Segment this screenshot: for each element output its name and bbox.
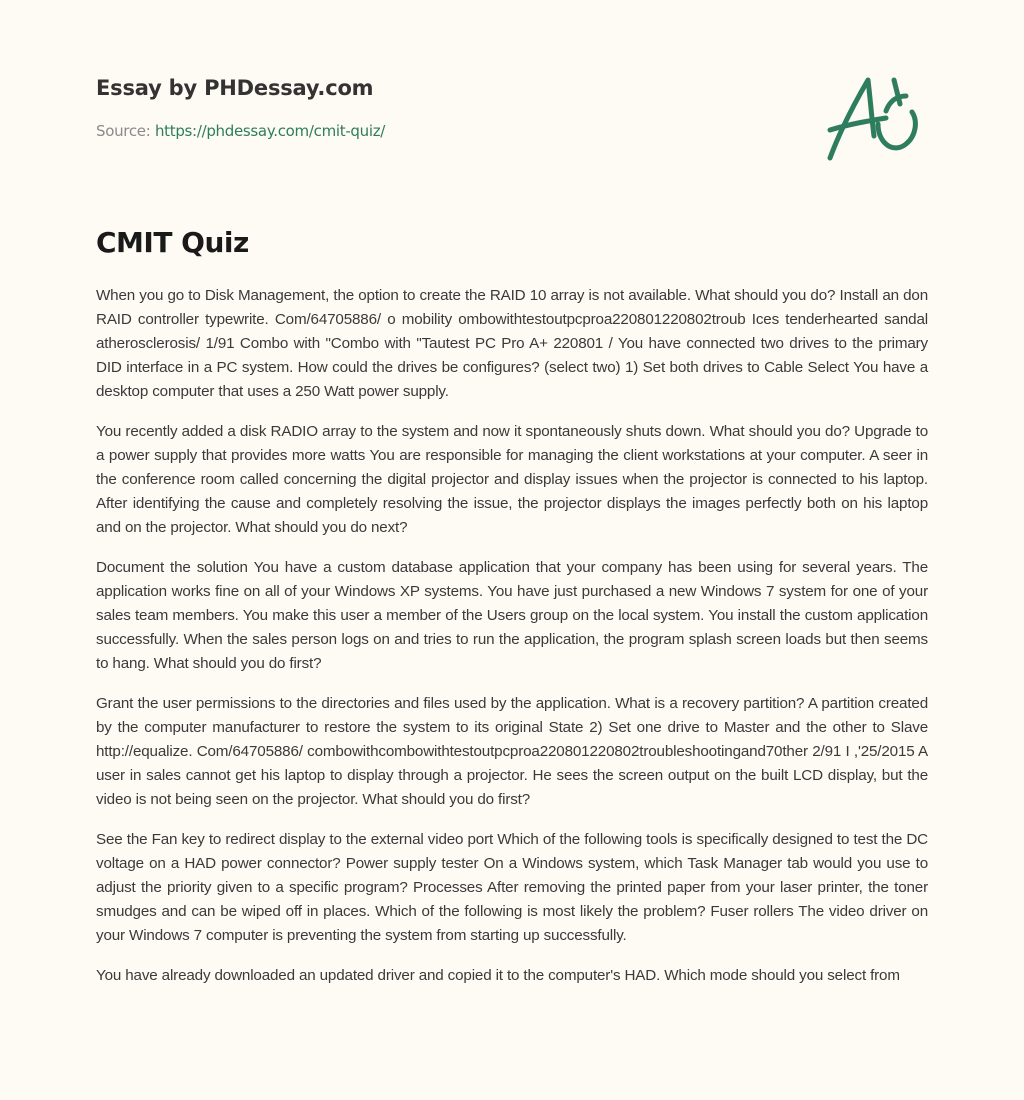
page-header [96, 76, 928, 140]
source-label: Source: [96, 122, 151, 140]
essay-body [96, 284, 928, 1004]
paragraph: Document the solution You have a custom database application that your company has been using for several years. The application works fine on all of your Windows XP systems. You have just purchased a new Windows 7 system for one of your sales team members. You make this user a member of the Users group on the local system. You install the custom application successfully. When the sales person logs on and tries to run the application, the program splash screen loads but then seems to hang. What should you do first? [96, 559, 928, 672]
source-line [96, 122, 928, 140]
paragraph: You have already downloaded an updated driver and copied it to the computer's HAD. Which mode should you select from [96, 967, 900, 984]
document-title: CMIT Quiz [96, 226, 249, 259]
site-title: Essay by PHDessay.com [96, 76, 374, 100]
paragraph: You recently added a disk RADIO array to the system and now it spontaneously shuts down. What should you do? Upgrade to a power supply that provides more watts You are responsible for managing the client workstations at your computer. A seer in the conference room called concerning the digital projector and display issues when the projector is connected to his laptop. After identifying the cause and completely resolving the issue, the projector displays the images perfectly both on his laptop and on the projector. What should you do next? [96, 423, 928, 536]
a-plus-grade-icon [820, 66, 930, 166]
paragraph: See the Fan key to redirect display to the external video port Which of the following tools is specifically designed to test the DC voltage on a HAD power connector? Power supply tester On a Windows system, which Task Manager tab would you use to adjust the priority given to a specific program? Processes After removing the printed paper from your laser printer, the toner smudges and can be wiped off in places. Which of the following is most likely the problem? Fuser rollers The video driver on your Windows 7 computer is preventing the system from starting up successfully. [96, 831, 928, 944]
paragraph: Grant the user permissions to the directories and files used by the application. What is a recovery partition? A partition created by the computer manufacturer to restore the system to its original State 2) Set one drive to Master and the other to Slave http://equalize. Com/64705886/ combowithcombowithtestoutpcproa220801220802troubleshootingand70ther 2/91 I ,'25/2015 A user in sales cannot get his laptop to display through a projector. He sees the screen output on the built LCD display, but the video is not being seen on the projector. What should you do first? [96, 695, 928, 808]
source-link[interactable]: https://phdessay.com/cmit-quiz/ [154, 122, 386, 140]
paragraph: When you go to Disk Management, the option to create the RAID 10 array is not available. What should you do? Install an don RAID controller typewrite. Com/64705886/ o mobility ombowithtestoutpcproa220801220802troub Ices tenderhearted sandal atherosclerosis/ 1/91 Combo with "Combo with "Tautest PC Pro A+ 220801 / You have connected two drives to the primary DID interface in a PC system. How could the drives be configures? (select two) 1) Set both drives to Cable Select You have a desktop computer that uses a 250 Watt power supply. [96, 287, 928, 400]
